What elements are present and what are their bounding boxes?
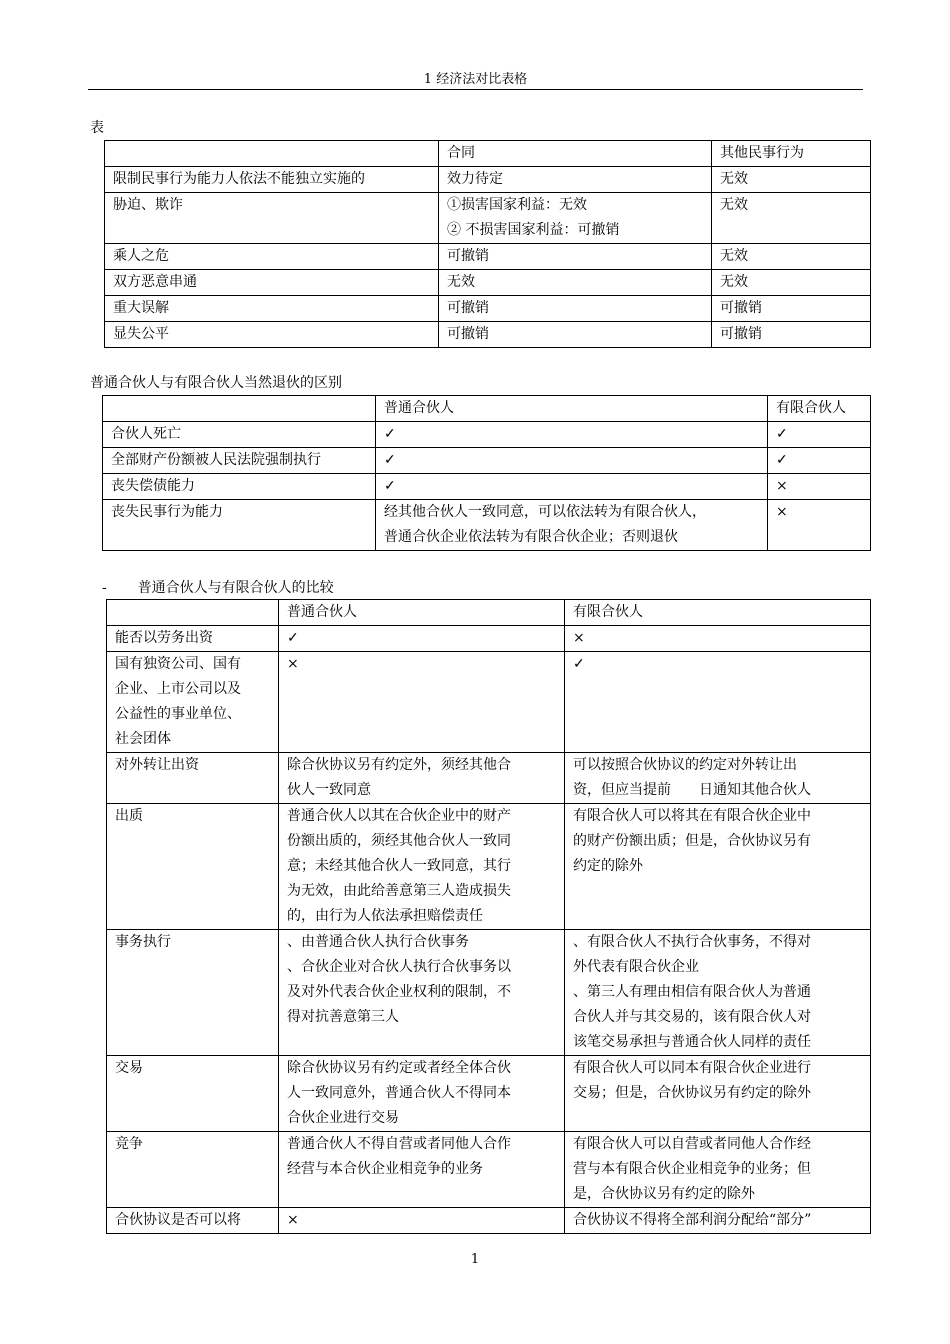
limited-partner-line: 、第三人有理由相信有限合伙人为普通 <box>573 984 811 1000</box>
limited-partner-line: 、有限合伙人不执行合伙事务，不得对 <box>573 934 811 950</box>
limited-partner-line: 合伙协议不得将全部利润分配给“部分” <box>573 1212 812 1228</box>
contract-effect-line: 可撤销 <box>447 300 489 316</box>
general-partner-cell <box>279 1056 565 1132</box>
partner-comparison-table <box>106 599 871 1234</box>
row-label-line: 企业、上市公司以及 <box>115 681 241 697</box>
table-header-row <box>105 141 871 167</box>
table-row <box>107 652 871 753</box>
general-partner-line: 合伙企业进行交易 <box>287 1110 399 1126</box>
partner-withdrawal-table <box>102 395 871 551</box>
general-partner-line: × <box>287 656 299 672</box>
table-row <box>107 804 871 930</box>
limited-partner-line: 外代表有限合伙企业 <box>573 959 699 975</box>
limited-partner-cell <box>565 1132 871 1208</box>
table-header-row <box>103 396 871 422</box>
limited-partner-cell <box>565 930 871 1056</box>
contract-effect-line: 效力待定 <box>447 171 503 187</box>
row-label-line: 出质 <box>115 808 143 824</box>
row-label-line: 对外转让出资 <box>115 757 199 773</box>
contract-effect-line: ② 不损害国家利益：可撤销 <box>447 222 620 238</box>
general-partner-line: ✓ <box>287 630 299 646</box>
row-label-line: 公益性的事业单位、 <box>115 706 241 722</box>
general-partner-cell <box>279 1208 565 1234</box>
row-label: 胁迫、欺诈 <box>105 193 439 244</box>
limited-partner-cell <box>565 1208 871 1234</box>
table-row <box>105 193 871 244</box>
general-partner-line: 经其他合伙人一致同意，可以依法转为有限合伙人， <box>384 504 706 520</box>
table-row <box>105 322 871 348</box>
general-partner-cell <box>279 753 565 804</box>
limited-partner-line: 约定的除外 <box>573 858 643 874</box>
table-row <box>107 1132 871 1208</box>
limited-partner-cell: ✓ <box>768 448 871 474</box>
general-partner-line: 及对外代表合伙企业权利的限制，不 <box>287 984 511 1000</box>
column-header: 其他民事行为 <box>712 141 871 167</box>
limited-partner-line: × <box>573 630 585 646</box>
general-partner-line: 意；未经其他合伙人一致同意，其行 <box>287 858 511 874</box>
general-partner-cell <box>279 626 565 652</box>
general-partner-line: 、由普通合伙人执行合伙事务 <box>287 934 469 950</box>
row-label: 限制民事行为能力人依法不能独立实施的 <box>105 167 439 193</box>
page-number: 1 <box>470 1252 480 1267</box>
contract-effect-cell <box>439 270 712 296</box>
row-label-line: 竞争 <box>115 1136 143 1152</box>
general-partner-line: 普通合伙企业依法转为有限合伙企业；否则退伙 <box>384 529 678 545</box>
general-partner-line: 为无效，由此给善意第三人造成损失 <box>287 883 511 899</box>
row-label <box>107 753 279 804</box>
limited-partner-line: 交易；但是，合伙协议另有约定的除外 <box>573 1085 811 1101</box>
other-act-effect-cell: 可撤销 <box>712 296 871 322</box>
general-partner-line: 普通合伙人不得自营或者同他人合作 <box>287 1136 511 1152</box>
limited-partner-line: 资，但应当提前 日通知其他合伙人 <box>573 782 811 798</box>
limited-partner-line: 有限合伙人可以将其在有限合伙企业中 <box>573 808 811 824</box>
general-partner-cell <box>279 804 565 930</box>
column-header: 合同 <box>439 141 712 167</box>
header-rule <box>88 89 863 90</box>
limited-partner-cell <box>565 626 871 652</box>
column-header: 普通合伙人 <box>376 396 768 422</box>
row-label: 重大误解 <box>105 296 439 322</box>
row-label: 乘人之危 <box>105 244 439 270</box>
limited-partner-line: 有限合伙人可以自营或者同他人合作经 <box>573 1136 811 1152</box>
column-header: 有限合伙人 <box>565 600 871 626</box>
general-partner-line: ✓ <box>384 452 396 468</box>
limited-partner-line: 营与本有限合伙企业相竞争的业务；但 <box>573 1161 811 1177</box>
row-label: 双方恶意串通 <box>105 270 439 296</box>
column-header <box>103 396 376 422</box>
row-label-line: 事务执行 <box>115 934 171 950</box>
table-row <box>105 270 871 296</box>
table-row <box>103 422 871 448</box>
general-partner-cell <box>376 422 768 448</box>
general-partner-cell <box>376 474 768 500</box>
validity-comparison-table <box>104 140 871 348</box>
limited-partner-cell: ✓ <box>768 422 871 448</box>
contract-effect-line: ①损害国家利益：无效 <box>447 197 587 213</box>
row-label: 全部财产份额被人民法院强制执行 <box>103 448 376 474</box>
row-label-line: 社会团体 <box>115 731 171 747</box>
limited-partner-line: 是，合伙协议另有约定的除外 <box>573 1186 755 1202</box>
contract-effect-line: 可撤销 <box>447 248 489 264</box>
contract-effect-cell <box>439 244 712 270</box>
contract-effect-cell <box>439 193 712 244</box>
general-partner-line: 经营与本合伙企业相竞争的业务 <box>287 1161 483 1177</box>
limited-partner-line: 该笔交易承担与普通合伙人同样的责任 <box>573 1034 811 1050</box>
general-partner-line: ✓ <box>384 478 396 494</box>
row-label-line: 交易 <box>115 1060 143 1076</box>
table-row <box>103 448 871 474</box>
other-act-effect-cell: 无效 <box>712 244 871 270</box>
limited-partner-line: 有限合伙人可以同本有限合伙企业进行 <box>573 1060 811 1076</box>
table3-caption <box>102 578 334 598</box>
table-row <box>107 1208 871 1234</box>
row-label: 显失公平 <box>105 322 439 348</box>
row-label <box>107 804 279 930</box>
contract-effect-line: 无效 <box>447 274 475 290</box>
general-partner-line: 得对抗善意第三人 <box>287 1009 399 1025</box>
general-partner-line: 普通合伙人以其在合伙企业中的财产 <box>287 808 511 824</box>
general-partner-cell <box>279 1132 565 1208</box>
limited-partner-cell <box>565 1056 871 1132</box>
row-label <box>107 1056 279 1132</box>
column-header <box>107 600 279 626</box>
row-label: 合伙人死亡 <box>103 422 376 448</box>
general-partner-cell <box>279 652 565 753</box>
row-label <box>107 1208 279 1234</box>
table1-caption: 表 <box>90 120 104 136</box>
row-label <box>107 626 279 652</box>
limited-partner-cell <box>565 652 871 753</box>
general-partner-line: ✓ <box>384 426 396 442</box>
limited-partner-line: ✓ <box>573 656 585 672</box>
contract-effect-cell <box>439 322 712 348</box>
table-row <box>107 753 871 804</box>
table3-caption-text: 普通合伙人与有限合伙人的比较 <box>137 580 334 596</box>
other-act-effect-cell: 无效 <box>712 193 871 244</box>
limited-partner-cell: × <box>768 500 871 551</box>
table-row <box>103 500 871 551</box>
limited-partner-cell <box>565 804 871 930</box>
limited-partner-line: 的财产份额出质；但是，合伙协议另有 <box>573 833 811 849</box>
document-header-title: 1 经济法对比表格 <box>423 72 528 87</box>
limited-partner-cell: × <box>768 474 871 500</box>
other-act-effect-cell: 无效 <box>712 270 871 296</box>
row-label-line: 能否以劳务出资 <box>115 630 213 646</box>
row-label-line: 国有独资公司、国有 <box>115 656 241 672</box>
other-act-effect-cell: 可撤销 <box>712 322 871 348</box>
general-partner-line: 人一致同意外，普通合伙人不得同本 <box>287 1085 511 1101</box>
general-partner-line: 份额出质的，须经其他合伙人一致同 <box>287 833 511 849</box>
general-partner-line: 的，由行为人依法承担赔偿责任 <box>287 908 483 924</box>
row-label <box>107 1132 279 1208</box>
column-header <box>105 141 439 167</box>
table-row <box>105 296 871 322</box>
limited-partner-line: 合伙人并与其交易的，该有限合伙人对 <box>573 1009 811 1025</box>
table-row <box>105 167 871 193</box>
table3-caption-bullet: - <box>102 580 107 596</box>
column-header: 普通合伙人 <box>279 600 565 626</box>
column-header: 有限合伙人 <box>768 396 871 422</box>
general-partner-cell <box>376 500 768 551</box>
row-label: 丧失民事行为能力 <box>103 500 376 551</box>
table-row <box>105 244 871 270</box>
general-partner-line: × <box>287 1212 299 1228</box>
limited-partner-cell <box>565 753 871 804</box>
table2-caption: 普通合伙人与有限合伙人当然退伙的区别 <box>90 375 342 391</box>
general-partner-line: 伙人一致同意 <box>287 782 371 798</box>
table-row <box>107 930 871 1056</box>
contract-effect-line: 可撤销 <box>447 326 489 342</box>
contract-effect-cell <box>439 167 712 193</box>
row-label <box>107 930 279 1056</box>
limited-partner-line: 可以按照合伙协议的约定对外转让出 <box>573 757 797 773</box>
row-label-line: 合伙协议是否可以将 <box>115 1212 241 1228</box>
general-partner-line: 、合伙企业对合伙人执行合伙事务以 <box>287 959 511 975</box>
row-label: 丧失偿债能力 <box>103 474 376 500</box>
general-partner-cell <box>279 930 565 1056</box>
table-row <box>107 626 871 652</box>
general-partner-line: 除合伙协议另有约定外，须经其他合 <box>287 757 511 773</box>
row-label <box>107 652 279 753</box>
table-header-row <box>107 600 871 626</box>
other-act-effect-cell: 无效 <box>712 167 871 193</box>
general-partner-line: 除合伙协议另有约定或者经全体合伙 <box>287 1060 511 1076</box>
table-row <box>107 1056 871 1132</box>
general-partner-cell <box>376 448 768 474</box>
contract-effect-cell <box>439 296 712 322</box>
table-row <box>103 474 871 500</box>
